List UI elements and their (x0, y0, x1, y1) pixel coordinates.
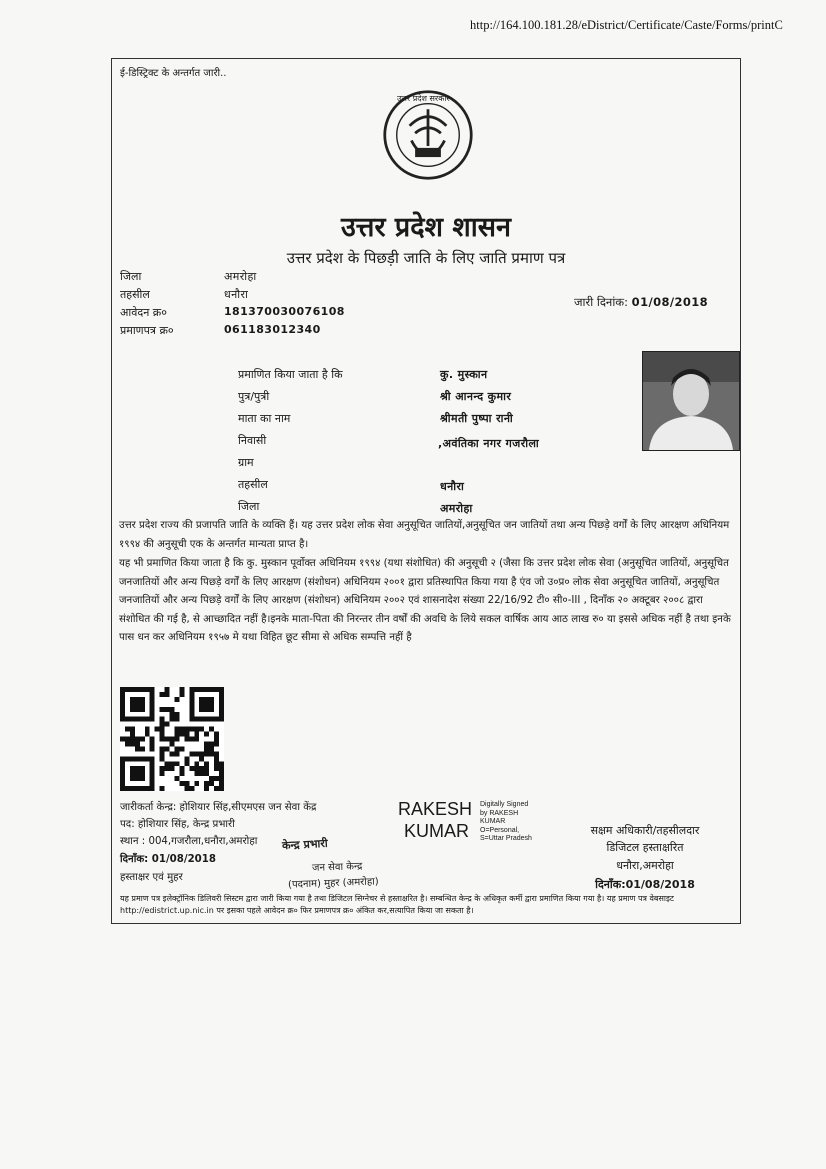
detail-label: तहसील (120, 288, 150, 301)
digital-signature (398, 799, 548, 863)
certify-label: माता का नाम (238, 412, 291, 425)
top-note: ई-डिस्ट्रिक्ट के अन्तर्गत जारी.. (120, 68, 227, 79)
certify-label: पुत्र/पुत्री (238, 390, 270, 403)
officer-date: दिनाँक:01/08/2018 (595, 878, 695, 891)
sig-line: S=Uttar Pradesh (480, 835, 532, 842)
certify-label: तहसील (238, 478, 268, 491)
detail-label: आवेदन क्र० (120, 306, 167, 319)
issuer-date: दिनाँक: 01/08/2018 (120, 854, 216, 865)
certify-label: निवासी (238, 434, 267, 447)
certify-label: जिला (238, 500, 260, 513)
sig-line: O=Personal, (480, 826, 520, 834)
issuer-designation: पद: होशियार सिंह, केन्द्र प्रभारी (120, 819, 235, 830)
certify-value: धनौरा (440, 480, 465, 493)
issuer-seal: हस्ताक्षर एवं मुहर (120, 872, 183, 883)
officer-title: सक्षम अधिकारी/तहसीलदार (590, 824, 700, 837)
issue-date-label: जारी दिनांक: (574, 295, 629, 309)
certify-value: कु. मुस्कान (440, 368, 488, 381)
certify-label: ग्राम (238, 456, 254, 469)
issuer-place: स्थान : 004,गजरौला,धनौरा,अमरोहा (120, 836, 258, 847)
government-title: उत्तर प्रदेश शासन (341, 212, 511, 243)
certificate-sheet (111, 58, 741, 924)
issue-date (574, 295, 708, 310)
caste-paragraph: उत्तर प्रदेश राज्य की प्रजापति जाति के व्यक्ति हैं। यह उत्तर प्रदेश लोक सेवा अनुसूचित जातियों,अनुसूचित जन जातियों तथा अन्य पिछड़े वर्गों के लिए आरक्षण अधिनियम १९९४ की अनुसूची एक के अन्तर्गत मान्यता प्राप्त है। (119, 520, 730, 550)
certify-value: ,अवंतिका नगर गजरौला (438, 437, 540, 450)
signature-details (480, 801, 532, 844)
emblem-text: उत्तर प्रदेश सरकार (397, 94, 450, 103)
qr-code (120, 687, 224, 791)
officer-place: धनौरा,अमरोहा (616, 859, 674, 872)
certification-paragraph: यह भी प्रमाणित किया जाता है कि कु. मुस्कान पूर्वोक्त अधिनियम १९९४ (यथा संशोधित) की अनुसूची २ (जैसा कि उत्तर प्रदेश लोक सेवा (अनुसूचित जातियों, अनुसूचित जनजातियों और अन्य पिछड़े वर्गों के लिए आरक्षण (संशोधन) अधिनियम २००१ द्वारा प्रतिस्थापित किया गया है एंव जो उ०प्र० लोक सेवा अनुसूचित जातियों, अनुसूचित जनजातियों और अन्य पिछड़े वर्गों के लिए आरक्षण (संशोधन) अधिनियम २००२ एवं शासनादेश संख्या 22/16/92 टी० सी०-III , दिनाँक २० अक्टूबर २००८ द्वारा संशोधित की गई है, से आच्छादित नहीं है।इनके माता-पिता की निरन्तर तीन वर्षों की अवधि के लिये सकल वार्षिक आय आठ लाख रु० या इससे अधिक नहीं है तथा इनके पास धन कर अधिनियम १९५७ मे यथा विहित छूट सीमा से अधिक सम्पत्ति नहीं है (119, 558, 731, 643)
certificate-number: 061183012340 (224, 323, 321, 336)
verification-note: यह प्रमाण पत्र इलेक्ट्रॉनिक डिलिवरी सिस्टम द्वारा जारी किया गया है तथा डिजिटल सिग्नेचर से हस्ताक्षरित है। सम्बन्धित केन्द्र के अधिकृत कर्मी द्वारा प्रमाणित किया गया है। यह प्रमाण पत्र वेबसाइट http://edistrict.up.nic.in पर इसका पहले आवेदन क्र० फिर प्रमाणपत्र क्र० अंकित कर,सत्यापित किया जा सकता है। (120, 894, 674, 915)
page-url: http://164.100.181.28/eDistrict/Certificate/Caste/Forms/printC (470, 18, 783, 32)
stamp-line2: जन सेवा केन्द्र (311, 861, 363, 874)
certify-value: श्रीमती पुष्पा रानी (440, 412, 514, 425)
signer-name-line2: KUMAR (404, 821, 470, 841)
officer-sign: डिजिटल हस्ताक्षरित (606, 841, 684, 854)
detail-label: जिला (120, 270, 142, 283)
issue-date-value: 01/08/2018 (631, 295, 709, 309)
certify-value: श्री आनन्द कुमार (440, 390, 512, 403)
application-number: 181370030076108 (224, 305, 345, 318)
certify-label: प्रमाणित किया जाता है कि (238, 368, 343, 381)
detail-label: प्रमाणपत्र क्र० (120, 324, 174, 337)
issuing-center: जारीकर्ता केन्द्र: होशियार सिंह,सीएमएस जन सेवा केंद्र (120, 802, 317, 813)
applicant-photo (642, 351, 740, 451)
certificate-title: उत्तर प्रदेश के पिछड़ी जाति के लिए जाति प्रमाण पत्र (286, 249, 566, 267)
detail-value: धनौरा (224, 288, 249, 301)
stamp-line1: केन्द्र प्रभारी (281, 836, 329, 853)
signer-name-line1: RAKESH (398, 799, 473, 819)
certify-value: अमरोहा (440, 502, 473, 515)
sig-line: KUMAR (480, 818, 506, 825)
sig-line: Digitally Signed (480, 801, 529, 808)
sig-line: by RAKESH (480, 809, 519, 817)
detail-value: अमरोहा (224, 270, 257, 283)
stamp-line3: (पदनाम) मुहर (अमरोहा) (287, 876, 379, 891)
